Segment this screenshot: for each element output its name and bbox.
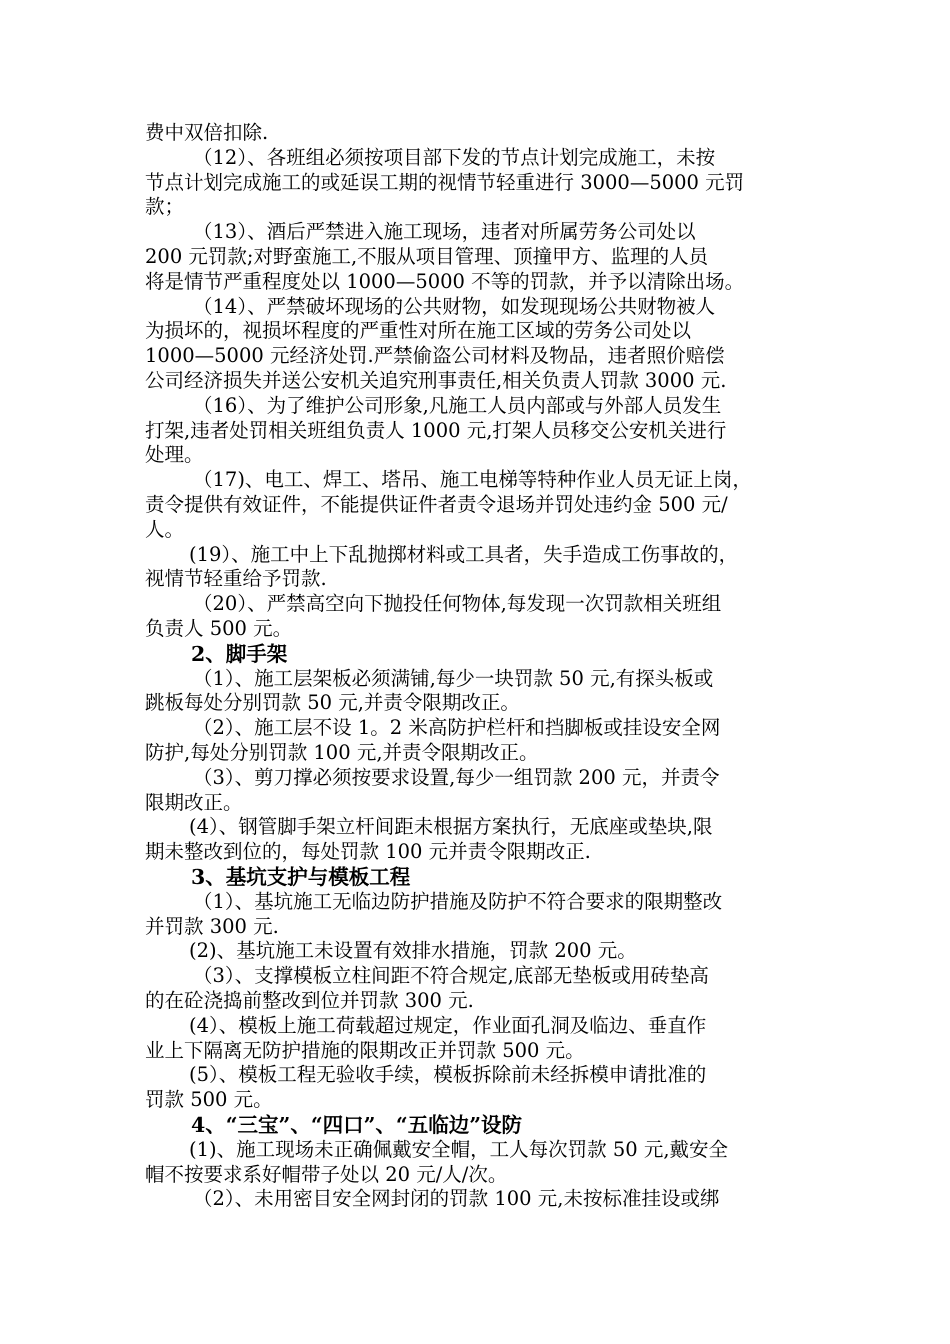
text-line: 为损坏的，视损坏程度的严重性对所在施工区域的劳务公司处以 [145, 319, 692, 343]
text-line: （14）、严禁破坏现场的公共财物，如发现现场公共财物被人 [193, 294, 716, 318]
text-line: 1000—5000 元经济处罚.严禁偷盗公司材料及物品，违者照价赔偿 [145, 344, 725, 368]
text-line: 限期改正。 [145, 790, 243, 814]
text-line: (4）、模板上施工荷载超过规定，作业面孔洞及临边、垂直作 [189, 1013, 707, 1037]
text-line: 业上下隔离无防护措施的限期改正并罚款 500 元。 [145, 1038, 585, 1062]
text-line: 人。 [145, 517, 185, 541]
text-line: 的在砼浇捣前整改到位并罚款 300 元. [145, 989, 474, 1012]
text-line: （2）、施工层不设 1。2 米高防护栏杆和挡脚板或挂设安全网 [193, 716, 721, 740]
text-line: 视情节轻重给予罚款. [145, 567, 327, 591]
text-line: 打架,违者处罚相关班组负责人 1000 元,打架人员移交公安机关进行 [145, 418, 727, 442]
text-line: （3）、剪刀撑必须按要求设置,每少一组罚款 200 元，并责令 [193, 765, 720, 789]
text-line: 防护,每处分别罚款 100 元,并责令限期改正。 [145, 741, 539, 764]
text-line: 负责人 500 元。 [145, 617, 293, 640]
text-line: （20）、严禁高空向下抛投任何物体,每发现一次罚款相关班组 [193, 592, 722, 616]
text-line: 责令提供有效证件，不能提供证件者责令退场并罚处违约金 500 元/ [145, 493, 728, 516]
text-line: 费中双倍扣除. [145, 121, 269, 144]
text-line: 款； [145, 195, 185, 219]
text-line: 帽不按要求系好帽带子处以 20 元/人/次。 [145, 1162, 508, 1186]
section-heading: 2、脚手架 [191, 641, 288, 666]
text-line: （1）、施工层架板必须满铺,每少一块罚款 50 元,有探头板或 [193, 666, 714, 690]
text-line: (2)、基坑施工未设置有效排水措施，罚款 200 元。 [189, 939, 637, 963]
text-line: （1）、基坑施工无临边防护措施及防护不符合要求的限期整改 [193, 889, 723, 913]
section-heading: 4、“三宝”、“四口”、“五临边”设防 [191, 1113, 523, 1137]
text-line: 期未整改到位的，每处罚款 100 元并责令限期改正. [145, 840, 591, 864]
text-line: (4）、钢管脚手架立杆间距未根据方案执行，无底座或垫块,限 [189, 815, 713, 839]
text-line: （16）、为了维护公司形象,凡施工人员内部或与外部人员发生 [193, 393, 722, 417]
text-line: （12）、各班组必须按项目部下发的节点计划完成施工，未按 [193, 145, 716, 169]
text-line: 罚款 500 元。 [145, 1088, 273, 1112]
text-line: 节点计划完成施工的或延误工期的视情节轻重进行 3000—5000 元罚 [145, 170, 745, 194]
text-line: (1)、施工现场未正确佩戴安全帽，工人每次罚款 50 元,戴安全 [189, 1137, 729, 1161]
text-line: （17)、电工、焊工、塔吊、施工电梯等特种作业人员无证上岗， [193, 468, 752, 492]
text-line: 将是情节严重程度处以 1000—5000 不等的罚款，并予以清除出场。 [145, 269, 745, 293]
text-line: 公司经济损失并送公安机关追究刑事责任,相关负责人罚款 3000 元. [145, 369, 727, 392]
text-line: (5）、模板工程无验收手续，模板拆除前未经拆模申请批准的 [189, 1063, 707, 1087]
text-line: 200 元罚款;对野蛮施工,不服从项目管理、顶撞甲方、监理的人员 [145, 245, 709, 268]
section-heading: 3、基坑支护与模板工程 [191, 865, 411, 889]
text-line: 并罚款 300 元. [145, 914, 279, 938]
text-line: （13）、酒后严禁进入施工现场，违者对所属劳务公司处以 [193, 220, 696, 244]
text-line: （3）、支撑模板立柱间距不符合规定,底部无垫板或用砖垫高 [193, 964, 709, 988]
text-line: （2）、未用密目安全网封闭的罚款 100 元,未按标准挂设或绑 [193, 1187, 720, 1211]
text-line: 处理。 [145, 443, 204, 467]
text-line: (19）、施工中上下乱抛掷材料或工具者，失手造成工伤事故的， [189, 542, 739, 566]
text-line: 跳板每处分别罚款 50 元,并责令限期改正。 [145, 691, 520, 715]
